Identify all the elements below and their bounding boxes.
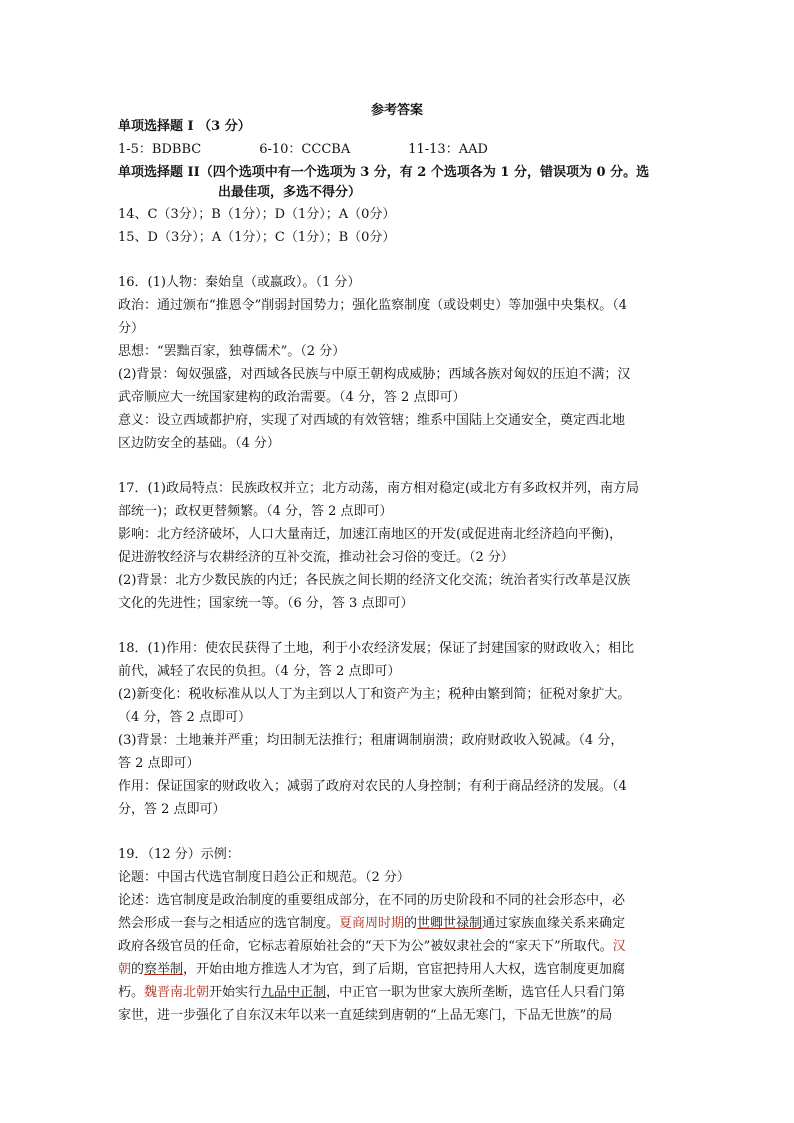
- section1-heading: 单项选择题 I （3 分）: [118, 119, 251, 134]
- underlined-term: 察举制: [144, 962, 184, 977]
- q16-line: (2)背景：匈奴强盛，对西域各民族与中原王朝构成威胁；西域各族对匈奴的压迫不满；汉: [118, 367, 631, 382]
- highlighted-period: 朝: [118, 962, 132, 977]
- q18-line: （4 分，答 2 点即可）: [118, 710, 251, 725]
- text-run: 开始实行: [209, 985, 262, 1000]
- q18-line: (3)背景：土地兼并严重；均田制无法推行；租庸调制崩溃；政府财政收入锐减。（4 分，: [118, 733, 624, 748]
- section2-heading-cont: 出最佳项，多选不得分）: [218, 185, 362, 200]
- q19-line: [118, 938, 626, 956]
- q18-line: 答 2 点即可）: [118, 756, 200, 771]
- q18-line: 分，答 2 点即可）: [118, 802, 226, 817]
- q19-line: 论题：中国古代选官制度日趋公正和规范。（2 分）: [118, 870, 410, 885]
- q16-line: 意义：设立西域都护府，实现了对西域的有效管辖；维系中国陆上交通安全，奠定西北地: [118, 413, 626, 428]
- underlined-term: 九品中正制: [261, 985, 327, 1000]
- q19-line: 论述：选官制度是政治制度的重要组成部分，在不同的历史阶段和不同的社会形态中，必: [118, 893, 626, 908]
- q16-line: 分）: [118, 321, 145, 336]
- text-run: 通过家族血缘关系来确定: [482, 916, 626, 931]
- highlighted-period: 夏商周时期: [339, 916, 405, 931]
- q16-line: 武帝顺应大一统国家建构的政治需要。（4 分，答 2 点即可）: [118, 390, 466, 405]
- q19-line: [118, 961, 625, 979]
- q19-line: 家世，进一步强化了自东汉末年以来一直延续到唐朝的“上品无寒门，下品无世族”的局: [118, 1008, 613, 1023]
- q18-line: 作用：保证国家的财政收入；减弱了政府对农民的人身控制；有利于商品经济的发展。（4: [118, 779, 627, 794]
- q19-line: [118, 915, 625, 933]
- text-run: 政府各级官员的任命，它标志着原始社会的“天下为公”被奴隶社会的“家天下”所取代。: [118, 939, 613, 954]
- text-run: 朽。: [118, 985, 145, 1000]
- text-run: ，开始由地方推选人才为官，到了后期，官宦把持用人大权，选官制度更加腐: [183, 962, 626, 977]
- q19-line: [118, 984, 625, 1002]
- answer-group-1: 1-5：BDBBC: [118, 142, 202, 157]
- q18-line: 18．(1)作用：使农民获得了土地，利于小农经济发展；保证了封建国家的财政收入；相比: [118, 641, 634, 656]
- section1-answers: [118, 141, 488, 159]
- highlighted-period: 魏晋南北朝: [144, 985, 210, 1000]
- q16-line: 区边防安全的基础。（4 分）: [118, 436, 280, 451]
- answer-14: 14、C（3分）；B（1分）；D（1分）；A（0分）: [118, 207, 396, 222]
- text-run: 的: [404, 916, 418, 931]
- q16-line: 16．(1)人物：秦始皇（或嬴政）。（1 分）: [118, 275, 361, 290]
- q17-line: 17．(1)政局特点：民族政权并立；北方动荡，南方相对稳定(或北方有多政权并列，南方局: [118, 481, 640, 496]
- q17-line: 促进游牧经济与农耕经济的互补交流，推动社会习俗的变迁。（2 分）: [118, 550, 514, 565]
- q17-line: 文化的先进性；国家统一等。（6 分，答 3 点即可）: [118, 596, 414, 611]
- highlighted-period: 汉: [612, 939, 626, 954]
- answer-group-3: 11-13：AAD: [408, 142, 488, 157]
- q17-line: 影响：北方经济破坏，人口大量南迁，加速江南地区的开发(或促进南北经济趋向平衡)，: [118, 527, 623, 542]
- q18-line: (2)新变化：税收标准从以人丁为主到以人丁和资产为主；税种由繁到简；征税对象扩大。: [118, 687, 631, 702]
- q16-line: 政治：通过颁布“推恩令”削弱封国势力；强化监察制度（或设刺史）等加强中央集权。（4: [118, 298, 628, 313]
- q17-line: (2)背景：北方少数民族的内迁；各民族之间长期的经济文化交流；统治者实行改革是汉族: [118, 573, 631, 588]
- text-run: ，中正官一职为世家大族所垄断，选官任人只看门第: [326, 985, 626, 1000]
- answer-group-2: 6-10：CCCBA: [259, 142, 351, 157]
- q16-line: 思想：“罢黜百家，独尊儒术”。（2 分）: [118, 344, 346, 359]
- q19-line: 19．（12 分）示例：: [118, 847, 240, 862]
- page-title: 参考答案: [370, 103, 423, 118]
- answer-15: 15、D（3分）；A（1分）；C（1分）；B（0分）: [118, 230, 396, 245]
- text-run: 然会形成一套与之相适应的选官制度。: [118, 916, 340, 931]
- underlined-term: 世卿世禄制: [417, 916, 483, 931]
- q18-line: 前代，减轻了农民的负担。（4 分，答 2 点即可）: [118, 664, 401, 679]
- section2-heading: 单项选择题 II（四个选项中有一个选项为 3 分，有 2 个选项各为 1 分，错误项为 0 分。选: [118, 165, 650, 180]
- text-run: 的: [131, 962, 145, 977]
- q17-line: 部统一)；政权更替频繁。（4 分，答 2 点即可）: [118, 504, 393, 519]
